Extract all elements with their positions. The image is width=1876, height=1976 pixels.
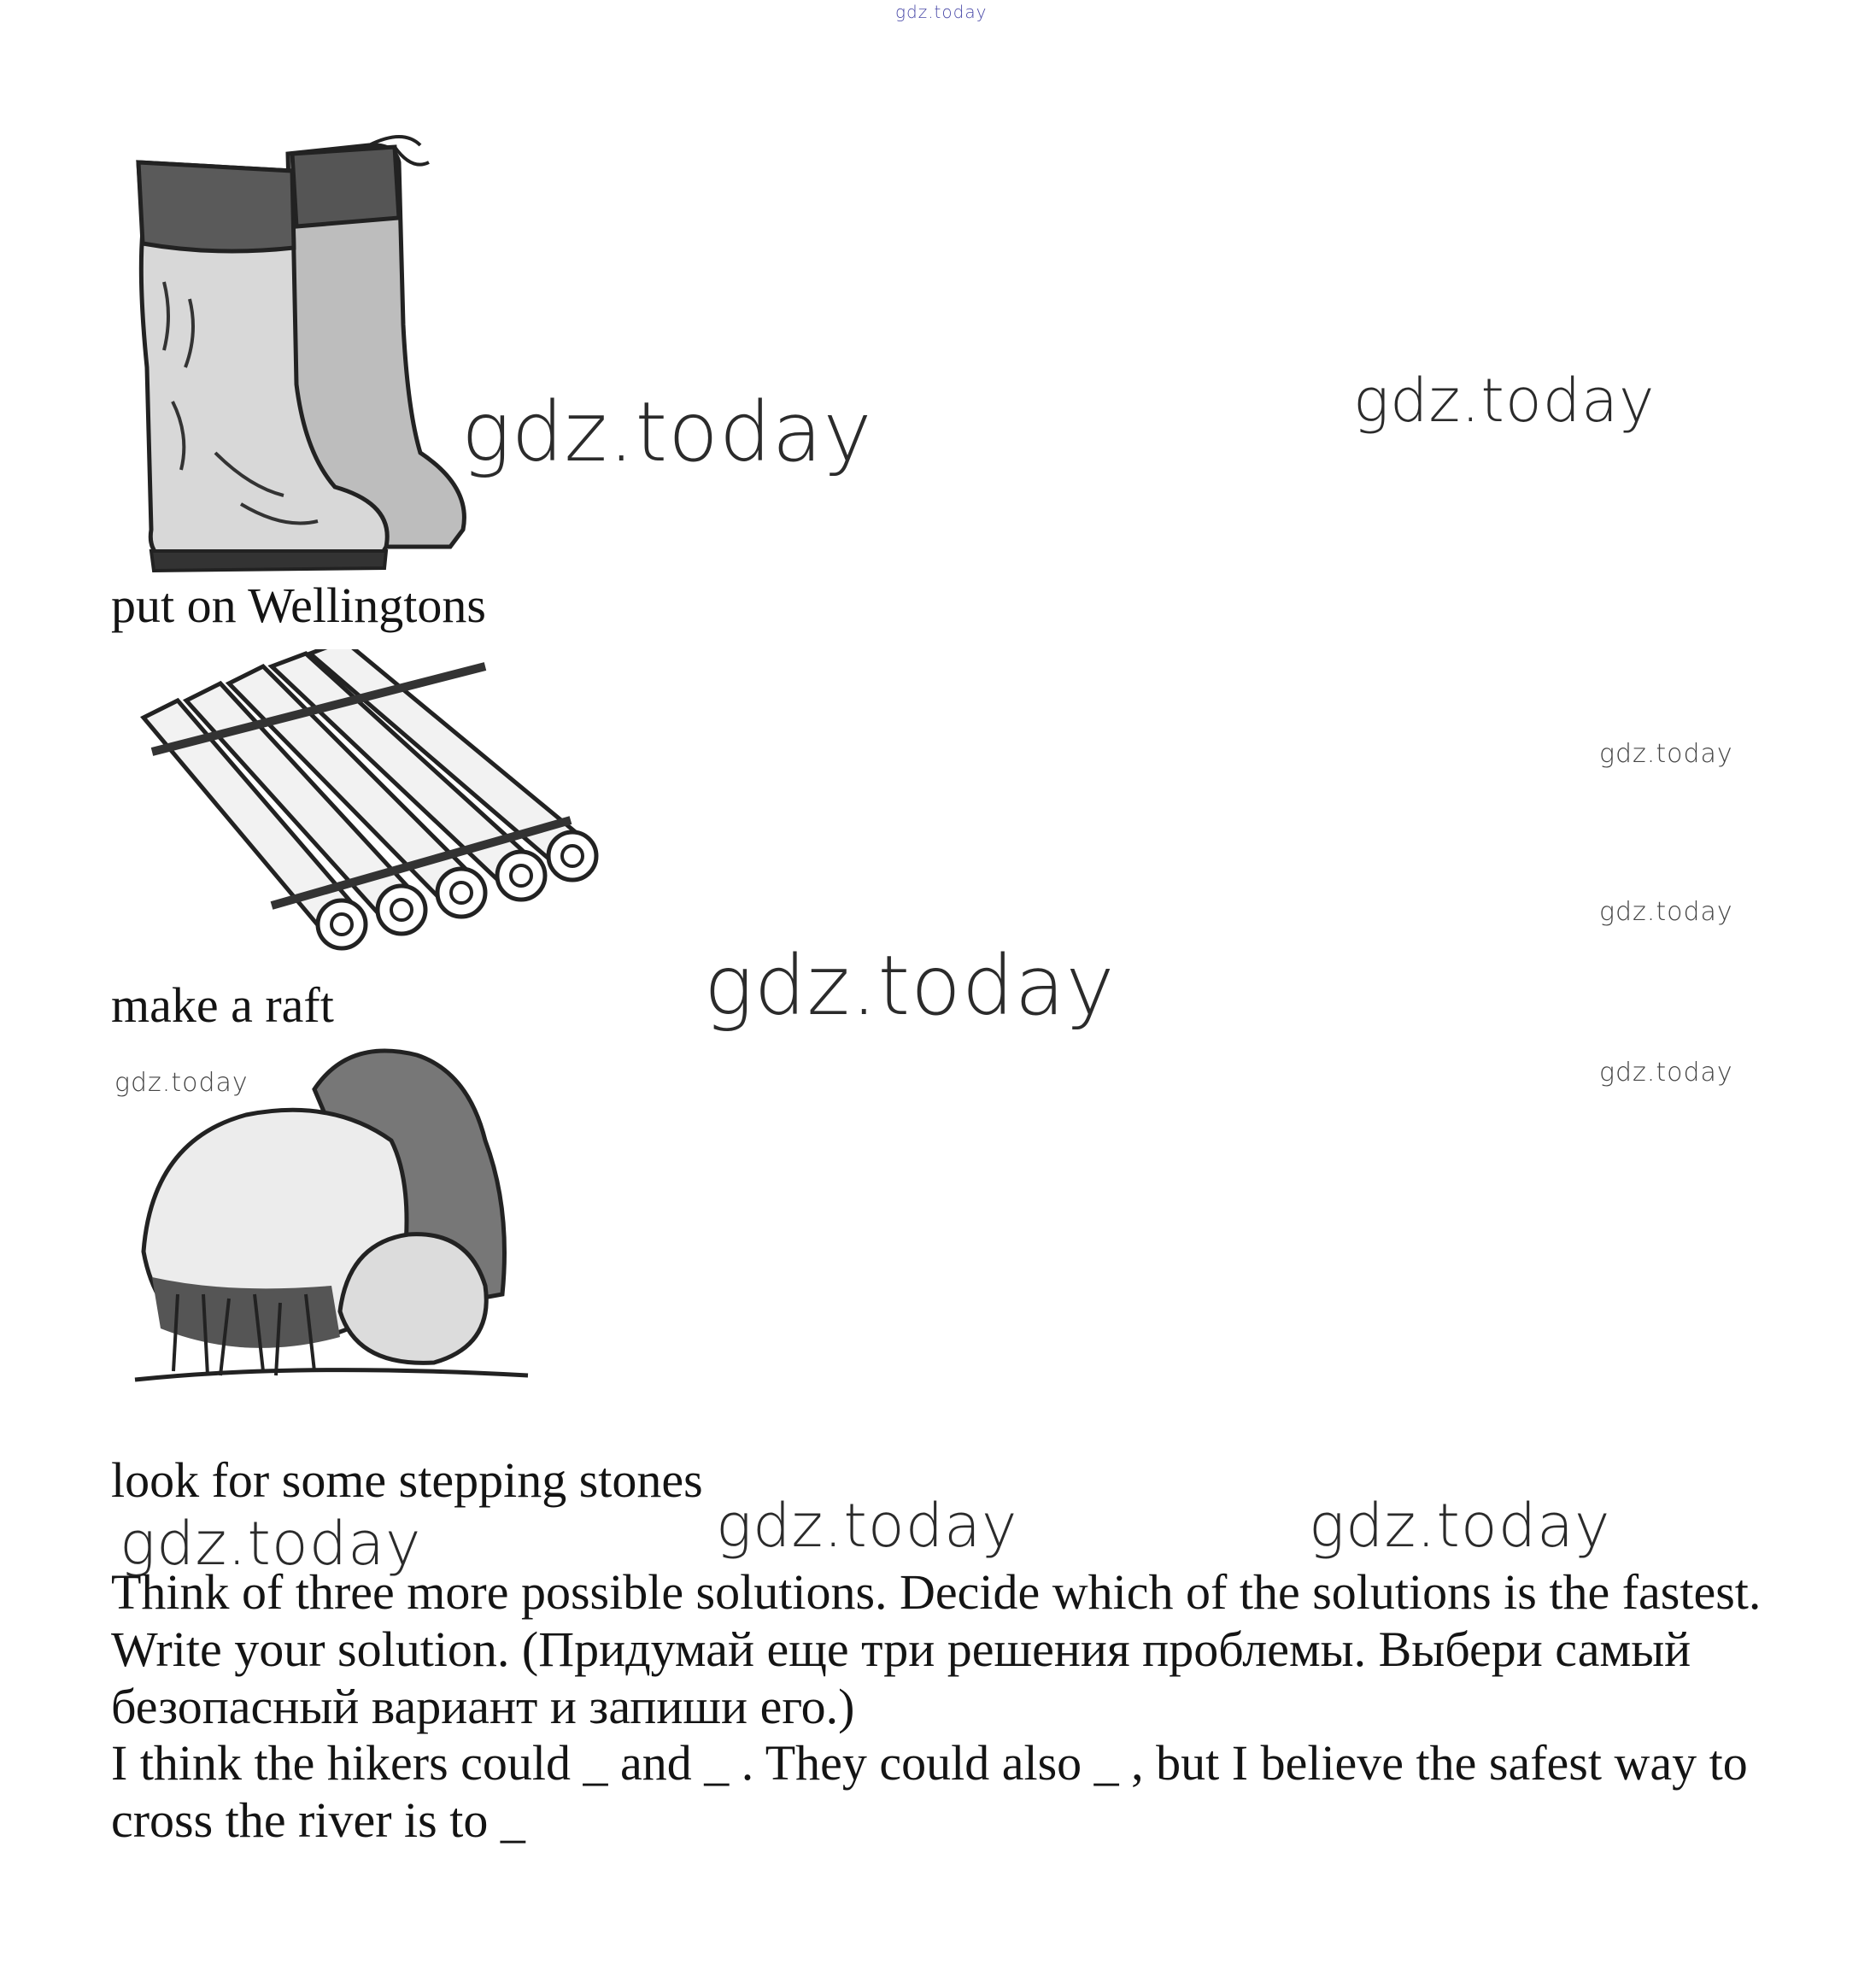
watermark: gdz.today [1353,366,1656,436]
caption-raft: make a raft [111,977,334,1033]
caption-wellingtons: put on Wellingtons [111,578,486,633]
watermark: gdz.today [114,1068,249,1098]
watermark: gdz.today [120,1509,422,1579]
watermark: gdz.today [1599,1058,1733,1088]
watermark: gdz.today [1599,739,1733,769]
wellington-boots-illustration [113,128,480,581]
answer-template: I think the hikers could _ and _ . They could also _ , but I believe the safest way to cross the river is to _ [111,1735,1748,1848]
caption-stepping-stones: look for some stepping stones [111,1452,703,1508]
watermark: gdz.today [1309,1491,1611,1561]
raft-illustration [126,649,665,974]
task-instruction: Think of three more possible solutions. Decide which of the solutions is the fastest. Write your solution. (Придумай еще три решения проблемы. Выбери самый безопасный вариант и запиши его.) [111,1564,1762,1734]
watermark: gdz.today [461,384,873,480]
watermark: gdz.today [716,1491,1018,1561]
watermark-top: gdz.today [895,2,988,22]
watermark: gdz.today [704,938,1116,1034]
raft-icon [126,649,665,974]
watermark: gdz.today [1599,897,1733,927]
wellington-boots-icon [113,128,480,581]
